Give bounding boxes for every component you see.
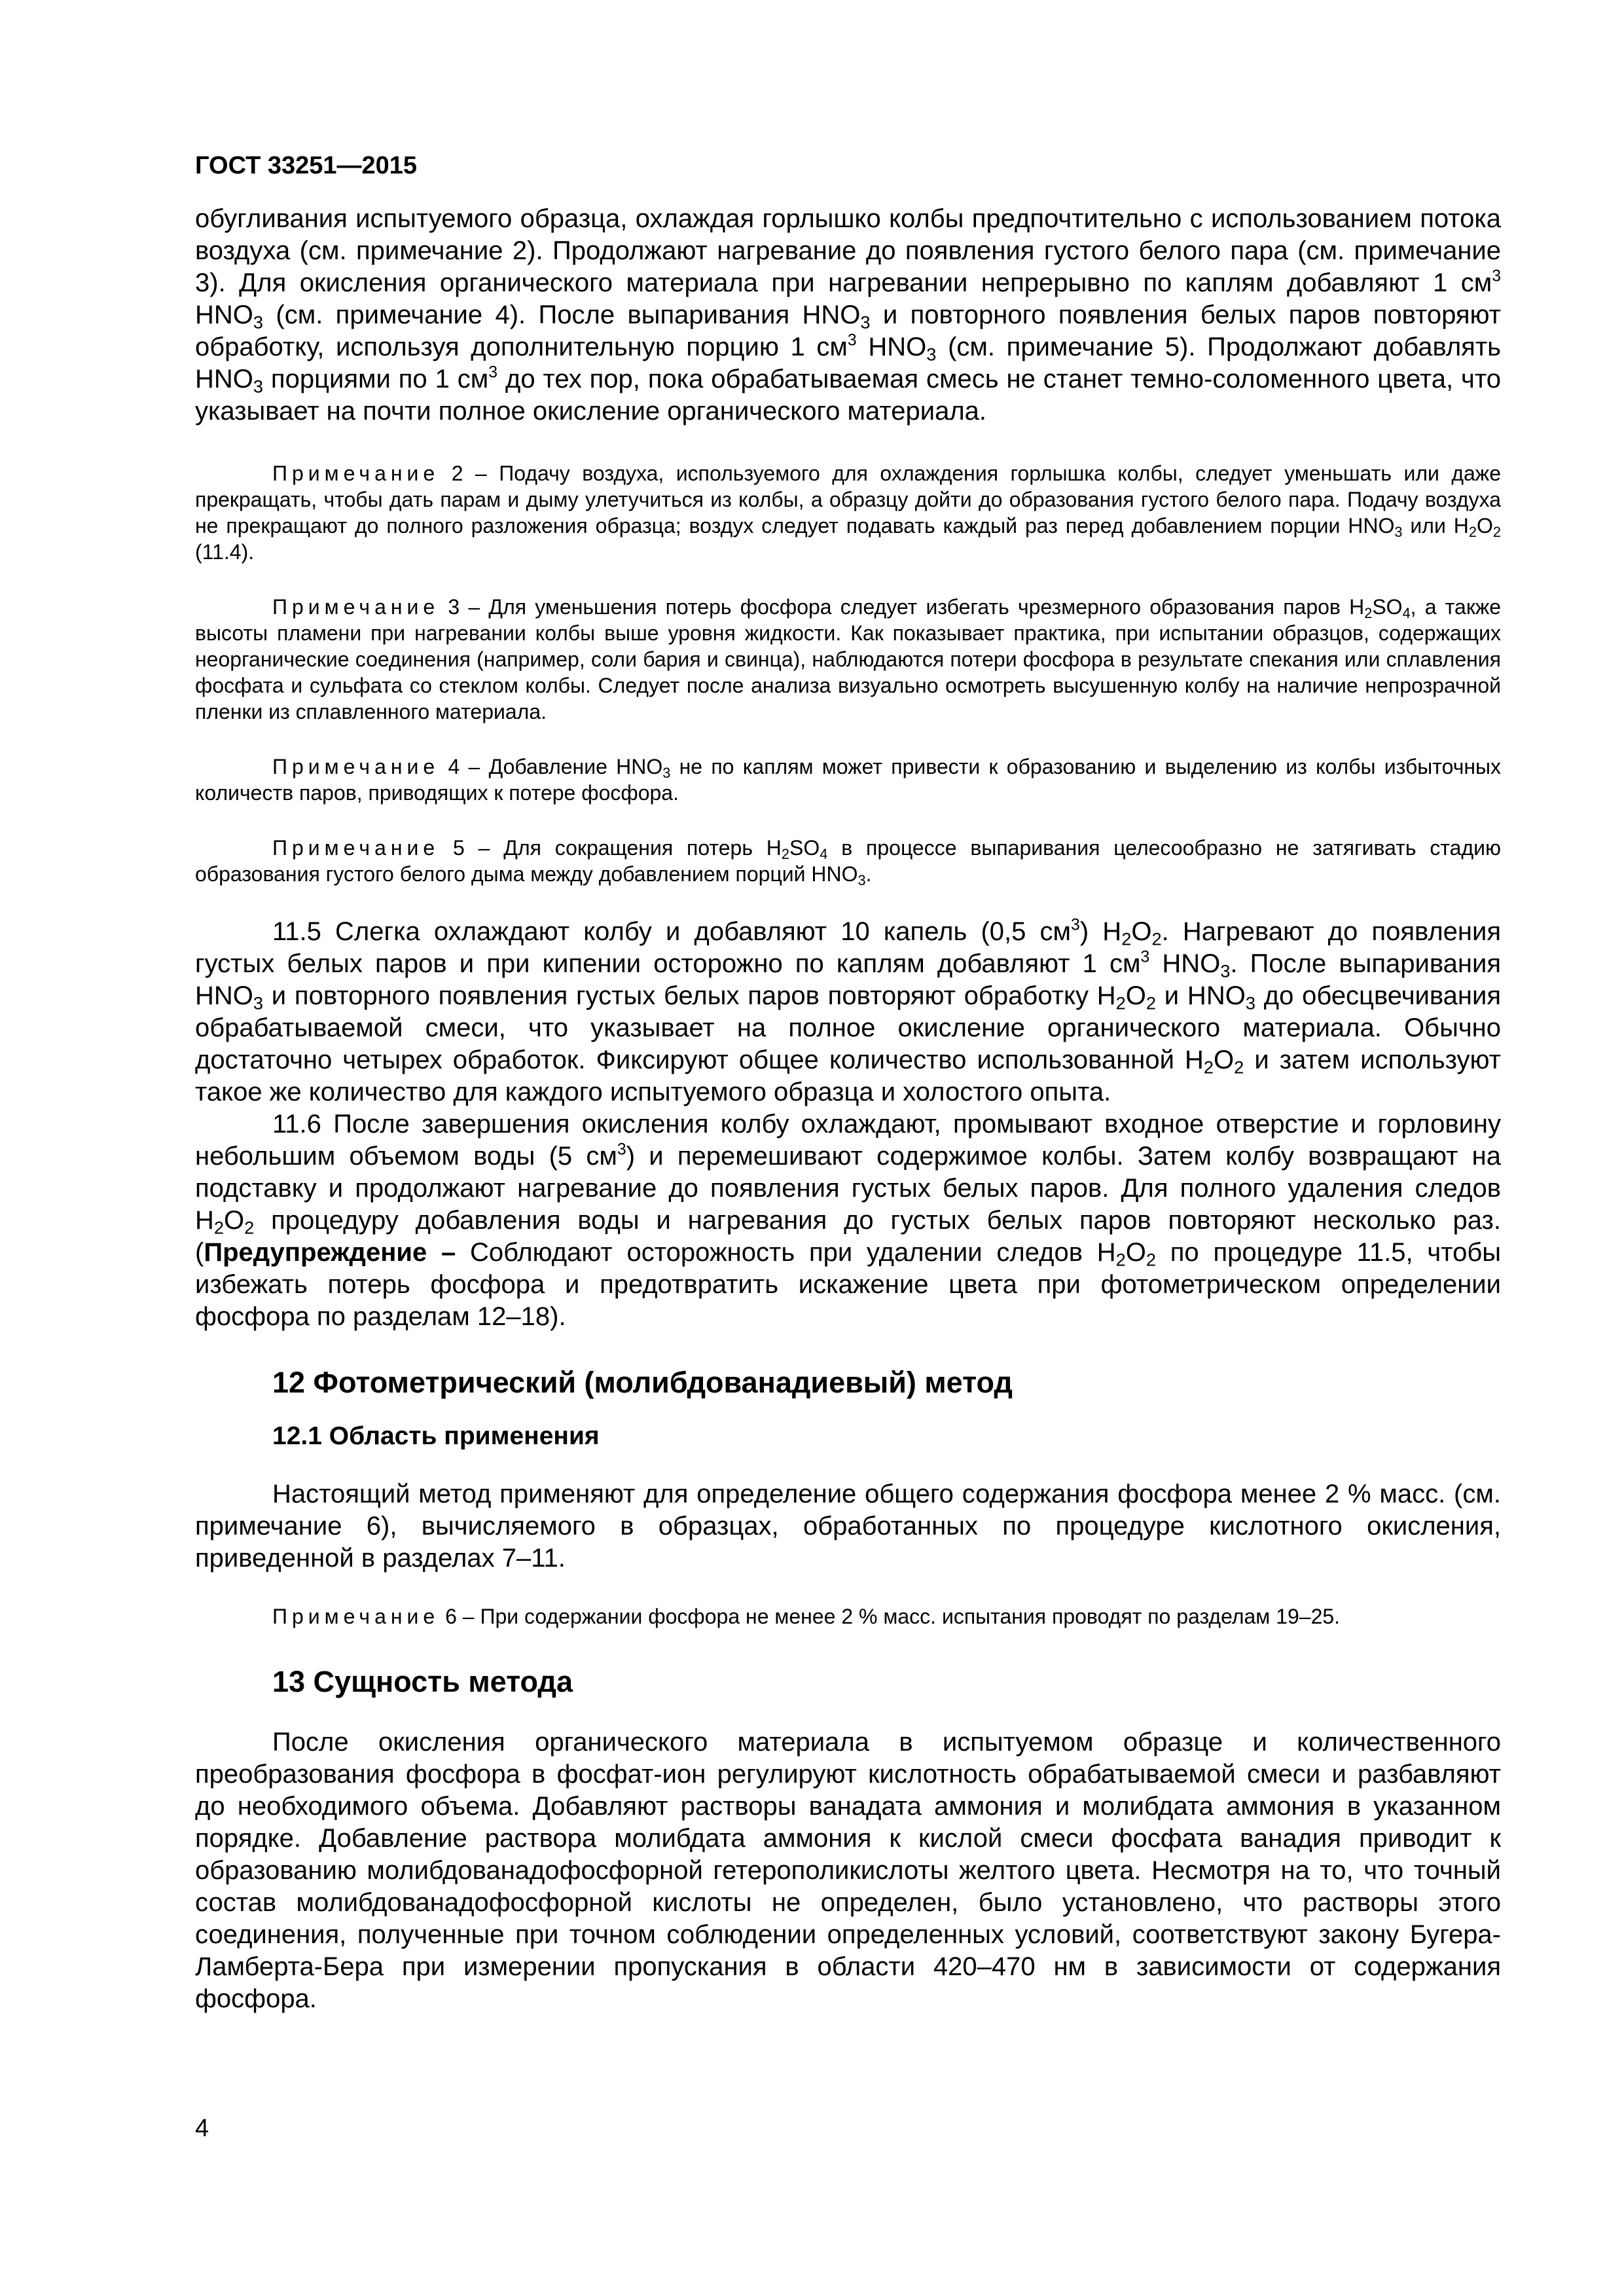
text-run: HNO (856, 333, 927, 361)
page-content (195, 151, 1501, 2015)
text-run: O (1131, 917, 1152, 946)
text-run: SO (789, 836, 820, 860)
text-run: HNO (195, 301, 253, 329)
superscript: 3 (1140, 948, 1150, 966)
note-label: Примечание (272, 1605, 440, 1628)
text-run: При содержании фосфора не менее 2 % масс. испытания проводят по разделам 19–25. (480, 1605, 1341, 1628)
subscript: 2 (1146, 1249, 1156, 1270)
subscript: 3 (857, 872, 866, 889)
text-run: ) и перемешивают содержимое колбы. Затем колбу возвращают на подставку и продолжают нагревание до появления густых белых паров. Для полного удаления следов H (195, 1142, 1501, 1235)
text-run: процедуру добавления воды и нагревания до густых белых паров повторяют несколько раз. ( (195, 1206, 1501, 1267)
superscript: 3 (1492, 267, 1501, 285)
note-3 (195, 594, 1501, 725)
subscript: 2 (1492, 524, 1502, 541)
note-number: 5 (453, 836, 465, 860)
text-run: 11.5 Слегка охлаждают колбу и добавляют 10 капель (0,5 см (272, 917, 1072, 946)
subscript: 2 (1151, 928, 1162, 949)
superscript: 3 (488, 363, 498, 382)
text-run: порциями по 1 см (263, 365, 489, 393)
warning-label: Предупреждение – (204, 1238, 456, 1267)
subscript: 3 (253, 376, 264, 397)
note-label: Примечание (272, 462, 440, 485)
continuation-paragraph (195, 203, 1501, 428)
text-run: до обесцвечивания обрабатываемой смеси, что указывает на полное окисление органического материала. Обычно достаточно четырех обработок. Фиксируют общее количество использованной H (195, 981, 1502, 1074)
text-run: (см. примечание 4). После выпаривания HNO (263, 301, 861, 329)
superscript: 3 (847, 331, 857, 350)
note-number: 2 (451, 462, 463, 485)
text-run: в процессе выпаривания целесообразно не затягивать стадию образования густого белого дыма между добавлением порций HNO (195, 836, 1502, 886)
subscript: 2 (1364, 605, 1373, 622)
text-run: , а также высоты пламени при нагревании колбы выше уровня жидкости. Как показывает практика, при испытании образцов, содержащих неорганические соединения (например, соли бария и свинца), наблюдаются потери фосфора в результате спекания или сплавления фосфата и сульфата со стеклом колбы. Следует после анализа визуально осмотреть высушенную колбу на наличие непрозрачной пленки из сплавленного материала. (195, 595, 1502, 723)
subscript: 2 (1115, 1249, 1126, 1270)
text-run: 11.6 После завершения окисления колбу охлаждают, промывают входное отверстие и горловину небольшим объемом воды (5 см (195, 1110, 1501, 1171)
subscript: 4 (820, 846, 828, 863)
text-run: . После выпаривания HNO (195, 949, 1502, 1010)
subscript: 3 (1245, 993, 1255, 1013)
section-13-heading: 13 Сущность метода (272, 1665, 573, 1698)
subscript: 2 (1234, 1057, 1244, 1078)
text-run: O (224, 1206, 245, 1235)
text-run: и повторного появления белых паров повторяют обработку, используя дополнительную порцию 1 см (195, 301, 1501, 361)
note-label: Примечание (272, 595, 440, 619)
subscript: 3 (860, 312, 871, 333)
clause-11-5 (195, 916, 1501, 1108)
section-12-heading: 12 Фотометрический (молибдованадиевый) метод (272, 1366, 1013, 1399)
text-run: по процедуре 11.5, чтобы избежать потерь фосфора и предотвратить искажение цвета при фотометрическом определении фосфора по разделам 12–18). (195, 1238, 1501, 1331)
subscript: 3 (253, 312, 264, 333)
text-run: и HNO (1156, 981, 1246, 1010)
text-run: (11.4). (195, 540, 255, 564)
subscript: 3 (926, 344, 937, 365)
subsection-12-1-heading: 12.1 Область применения (272, 1422, 600, 1450)
subscript: 2 (1468, 524, 1477, 541)
text-run: SO (1372, 595, 1403, 619)
text-run: Добавление HNO (488, 755, 663, 778)
text-run: до тех пор, пока обрабатываемая смесь не станет темно-соломенного цвета, что указывает на почти полное окисление органического материала. (195, 365, 1502, 426)
note-dash: – (460, 755, 489, 778)
note-number: 4 (448, 755, 460, 778)
subscript: 2 (213, 1217, 225, 1238)
text-run: Подачу воздуха, используемого для охлаждения горлышка колбы, следует уменьшать или даже прекращать, чтобы дать парам и дыму улетучиться из колбы, а образцу дойти до образования густого белого пара. Подачу воздуха не прекращают до полного разложения образца; воздух следует подавать каждый раз перед добавлением порции HNO (195, 462, 1502, 538)
text-run: ) H (1079, 917, 1122, 946)
text-run: не по каплям может привести к образованию и выделению из колбы избыточных количеств паров, приводящих к потере фосфора. (195, 755, 1502, 805)
text-run: . Нагревают до появления густых белых паров и при кипении осторожно по каплям добавляют 1 см (195, 917, 1501, 978)
subscript: 2 (244, 1217, 255, 1238)
text-run: обугливания испытуемого образца, охлаждая горлышко колбы предпочтительно с использованием потока воздуха (см. примечание 2). Продолжают нагревание до появления густого белого пара (см. примечание 3). Для окисления органического материала при нагревании непрерывно по каплям добавляют 1 см (195, 204, 1501, 297)
superscript: 3 (1071, 916, 1080, 934)
superscript: 3 (617, 1140, 626, 1159)
note-number: 3 (448, 595, 460, 619)
subscript: 3 (1394, 524, 1403, 541)
text-run: и повторного появления густых белых паров повторяют обработку H (263, 981, 1116, 1010)
note-6 (195, 1603, 1501, 1630)
note-label: Примечание (272, 836, 440, 860)
note-label: Примечание (272, 755, 440, 778)
document-header: ГОСТ 33251—2015 (195, 152, 418, 179)
section-13-body: После окисления органического материала в испытуемом образце и количественного преобразования фосфора в фосфат-ион регулируют кислотность обрабатываемой смеси и разбавляют до необходимого объема. Добавляют растворы ванадата аммония и молибдата аммония в указанном порядке. Добавление раствора молибдата аммония к кислой смеси фосфата ванадия приводит к образованию молибдованадофосфорной гетерополикислоты желтого цвета. Несмотря на то, что точный состав молибдованадофосфорной кислоты не определен, было установлено, что растворы этого соединения, полученные при точном соблюдении определенных условий, соответствуют закону Бугера-Ламберта-Бера при измерении пропускания в области 420–470 нм в зависимости от содержания фосфора. (195, 1728, 1501, 2013)
note-dash: – (456, 1605, 480, 1628)
subscript: 2 (781, 846, 790, 863)
text-run: HNO (1149, 949, 1221, 978)
note-5 (195, 835, 1501, 887)
text-run: Соблюдают осторожность при удалении следов H (456, 1238, 1116, 1267)
note-2 (195, 460, 1501, 565)
subscript: 3 (253, 993, 264, 1013)
subscript: 4 (1402, 605, 1411, 622)
clause-11-6 (195, 1108, 1501, 1333)
text-run: O (1125, 981, 1146, 1010)
subscript: 2 (1203, 1057, 1214, 1078)
text-run: или H (1402, 514, 1469, 538)
text-run: Для сокращения потерь H (503, 836, 782, 860)
text-run: O (1125, 1238, 1146, 1267)
text-run: (см. примечание 5). Продолжают добавлять HNO (195, 333, 1501, 393)
subscript: 2 (1121, 928, 1132, 949)
section-12-1-body: Настоящий метод применяют для определение общего содержания фосфора менее 2 % масс. (см. примечание 6), вычисляемого в образцах, обработанных по процедуре кислотного окисления, приведенной в разделах 7–11. (195, 1480, 1501, 1573)
note-dash: – (463, 462, 499, 485)
text-run: и затем используют такое же количество для каждого испытуемого образца и холостого опыта. (195, 1046, 1501, 1106)
subscript: 3 (1220, 960, 1231, 981)
note-4 (195, 754, 1501, 806)
text-run: O (1477, 514, 1493, 538)
text-run: O (1214, 1046, 1235, 1074)
text-run: . (865, 862, 872, 886)
page-number: 4 (195, 2115, 209, 2142)
subscript: 2 (1146, 993, 1157, 1013)
subscript: 3 (662, 765, 671, 782)
subscript: 2 (1115, 993, 1126, 1013)
note-dash: – (464, 836, 504, 860)
text-run: Для уменьшения потерь фосфора следует избегать чрезмерного образования паров H (488, 595, 1365, 619)
note-number: 6 (445, 1605, 457, 1628)
note-dash: – (460, 595, 489, 619)
